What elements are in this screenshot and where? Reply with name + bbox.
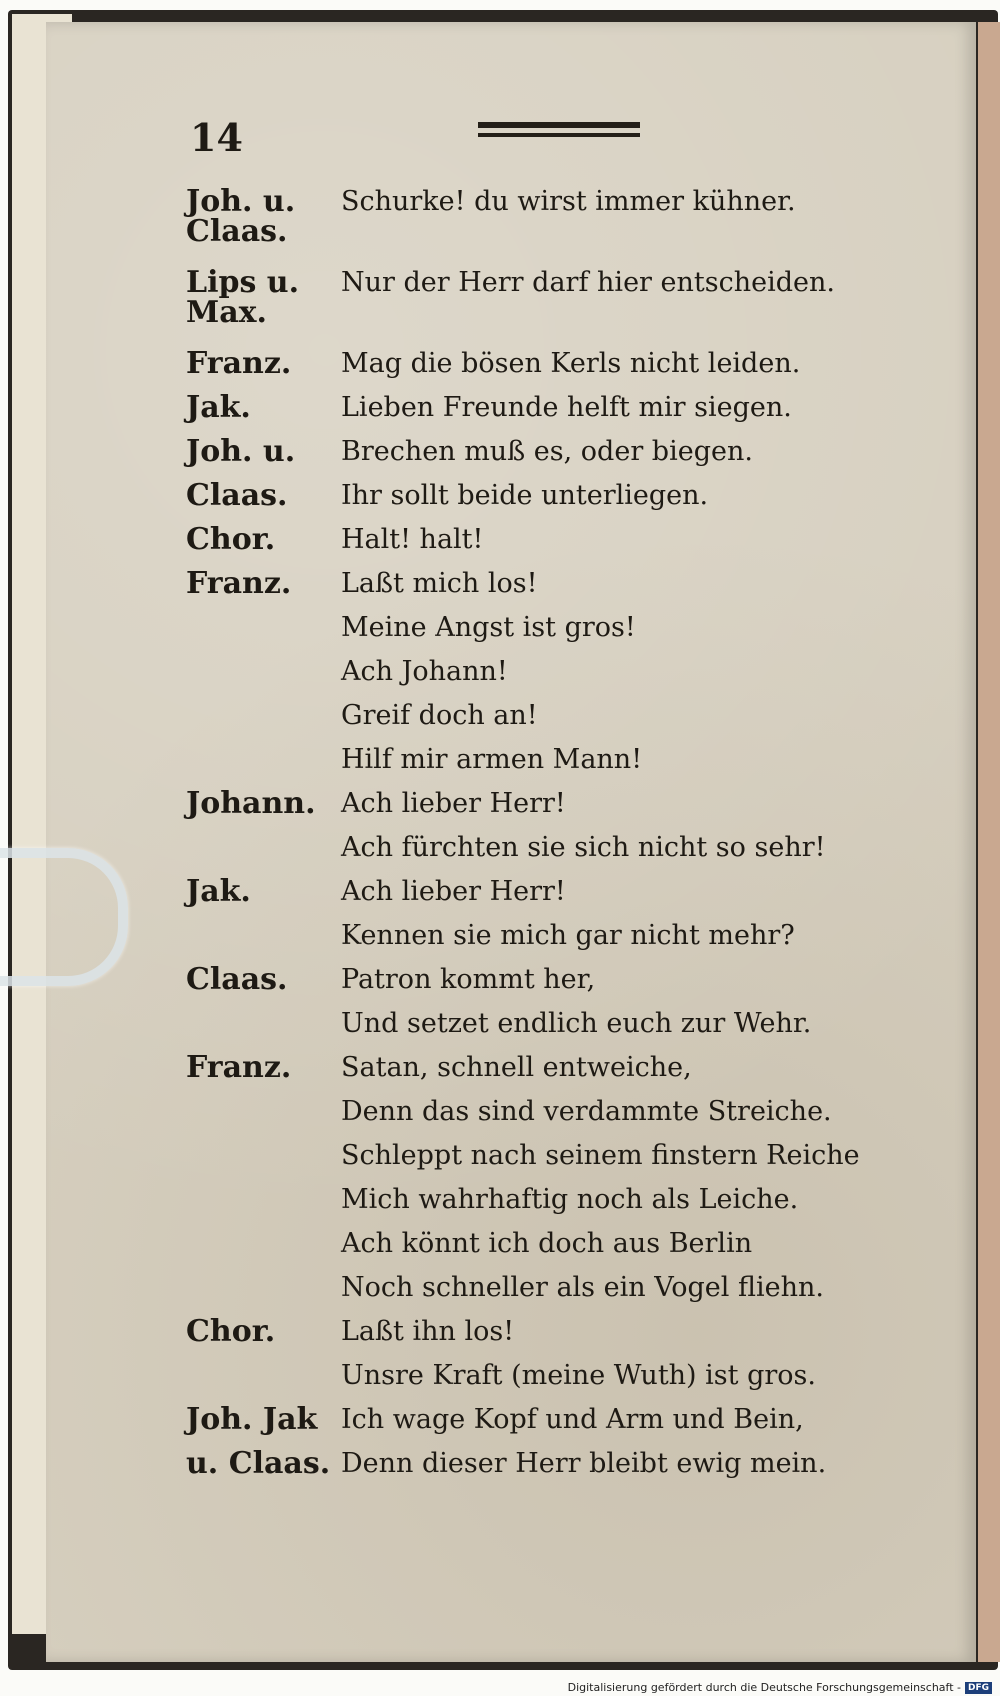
speaker-name [186,562,341,599]
verse-line: Kennen sie mich gar nicht mehr? [341,920,795,951]
speaker-line: Lips u. [186,265,300,300]
footer-text: Digitalisierung gefördert durch die Deutsche Forschungsgemeinschaft - [567,1681,961,1694]
verse-line: Denn das sind verdammte Streiche. [341,1096,832,1127]
speaker-name [186,1310,341,1347]
verse-line: Brechen muß es, oder biegen. [341,436,753,467]
dialogue-entry [186,474,886,518]
dialogue-entry [186,1046,886,1310]
verse-line: Nur der Herr darf hier entscheiden. [341,267,835,298]
speaker-name [186,474,341,511]
dialogue-entry [186,430,886,474]
speaker-name [186,870,341,907]
dialogue-entry [186,386,886,430]
dialogue-entry [186,261,886,328]
verse-lines [341,342,886,386]
page-number: 14 [190,115,243,160]
speaker-line: Joh. u. [186,434,296,469]
verse-line: Ach könnt ich doch aus Berlin [341,1228,753,1259]
verse-lines [341,518,886,562]
verse-lines [341,474,886,518]
speaker-name [186,430,341,467]
verse-line: Unsre Kraft (meine Wuth) ist gros. [341,1360,816,1391]
speaker-name [186,261,341,328]
dialogue-entry [186,958,886,1046]
dialogue-entry [186,1442,886,1486]
speaker-line: Jak. [186,390,251,425]
speaker-name [186,180,341,247]
dialogue-entry [186,342,886,386]
footer [568,1681,992,1694]
speaker-name [186,1442,341,1479]
verse-line: Ach Johann! [341,656,508,687]
verse-lines [341,1310,886,1398]
verse-line: Meine Angst ist gros! [341,612,636,643]
speaker-line: Claas. [186,962,288,997]
speaker-line: Jak. [186,874,251,909]
speaker-name [186,1398,341,1435]
verse-line: Satan, schnell entweiche, [341,1052,692,1083]
speaker-name [186,1046,341,1083]
verse-lines [341,261,886,305]
dialogue-entry [186,870,886,958]
verse-line: Mag die bösen Kerls nicht leiden. [341,348,801,379]
verse-line: Ich wage Kopf und Arm und Bein, [341,1404,804,1435]
verse-line: Ach lieber Herr! [341,876,566,907]
speaker-name [186,342,341,379]
dialogue-entry [186,782,886,870]
speaker-line: Claas. [186,214,288,249]
verse-lines [341,1046,886,1310]
verse-line: Schleppt nach seinem finstern Reiche [341,1140,860,1171]
dialogue-entry [186,562,886,782]
verse-lines [341,180,886,224]
dialogue-entry [186,1310,886,1398]
verse-line: Laßt mich los! [341,568,538,599]
speaker-line: Claas. [186,478,288,513]
verse-lines [341,958,886,1046]
speaker-line: Johann. [186,786,316,821]
verse-lines [341,430,886,474]
speaker-name [186,782,341,819]
dialogue-entry [186,518,886,562]
verse-lines [341,1398,886,1442]
verse-line: Hilf mir armen Mann! [341,744,643,775]
speaker-line: Joh. u. [186,184,296,219]
verse-line: Denn dieser Herr bleibt ewig mein. [341,1448,827,1479]
verse-lines [341,386,886,430]
verse-line: Mich wahrhaftig noch als Leiche. [341,1184,799,1215]
speaker-line: Chor. [186,1314,276,1349]
ornamental-rule-lower [478,133,640,137]
speaker-name [186,386,341,423]
verse-lines [341,562,886,782]
verse-lines [341,782,886,870]
verse-line: Ach fürchten sie sich nicht so sehr! [341,832,826,863]
verse-lines [341,870,886,958]
speaker-line: Franz. [186,566,292,601]
dialogue-text [186,180,886,1486]
verse-line: Halt! halt! [341,524,484,555]
speaker-line: Franz. [186,1050,292,1085]
dfg-logo: DFG [965,1682,992,1694]
speaker-name [186,518,341,555]
verse-line: Noch schneller als ein Vogel fliehn. [341,1272,824,1303]
verse-lines [341,1442,886,1486]
verse-line: Patron kommt her, [341,964,596,995]
dialogue-entry [186,1398,886,1442]
speaker-line: Max. [186,295,267,330]
verse-line: Ihr sollt beide unterliegen. [341,480,709,511]
speaker-line: Franz. [186,346,292,381]
speaker-line: Joh. Jak [186,1402,318,1437]
page-clip [0,848,128,986]
verse-line: Greif doch an! [341,700,538,731]
dialogue-entry [186,180,886,247]
verse-line: Laßt ihn los! [341,1316,515,1347]
verse-line: Und setzet endlich euch zur Wehr. [341,1008,812,1039]
verse-line: Lieben Freunde helft mir siegen. [341,392,792,423]
adjacent-page-edge [978,22,1000,1662]
verse-line: Ach lieber Herr! [341,788,566,819]
verse-line: Schurke! du wirst immer kühner. [341,186,796,217]
speaker-line: u. Claas. [186,1446,331,1481]
speaker-name [186,958,341,995]
ornamental-rule [478,122,640,128]
speaker-line: Chor. [186,522,276,557]
